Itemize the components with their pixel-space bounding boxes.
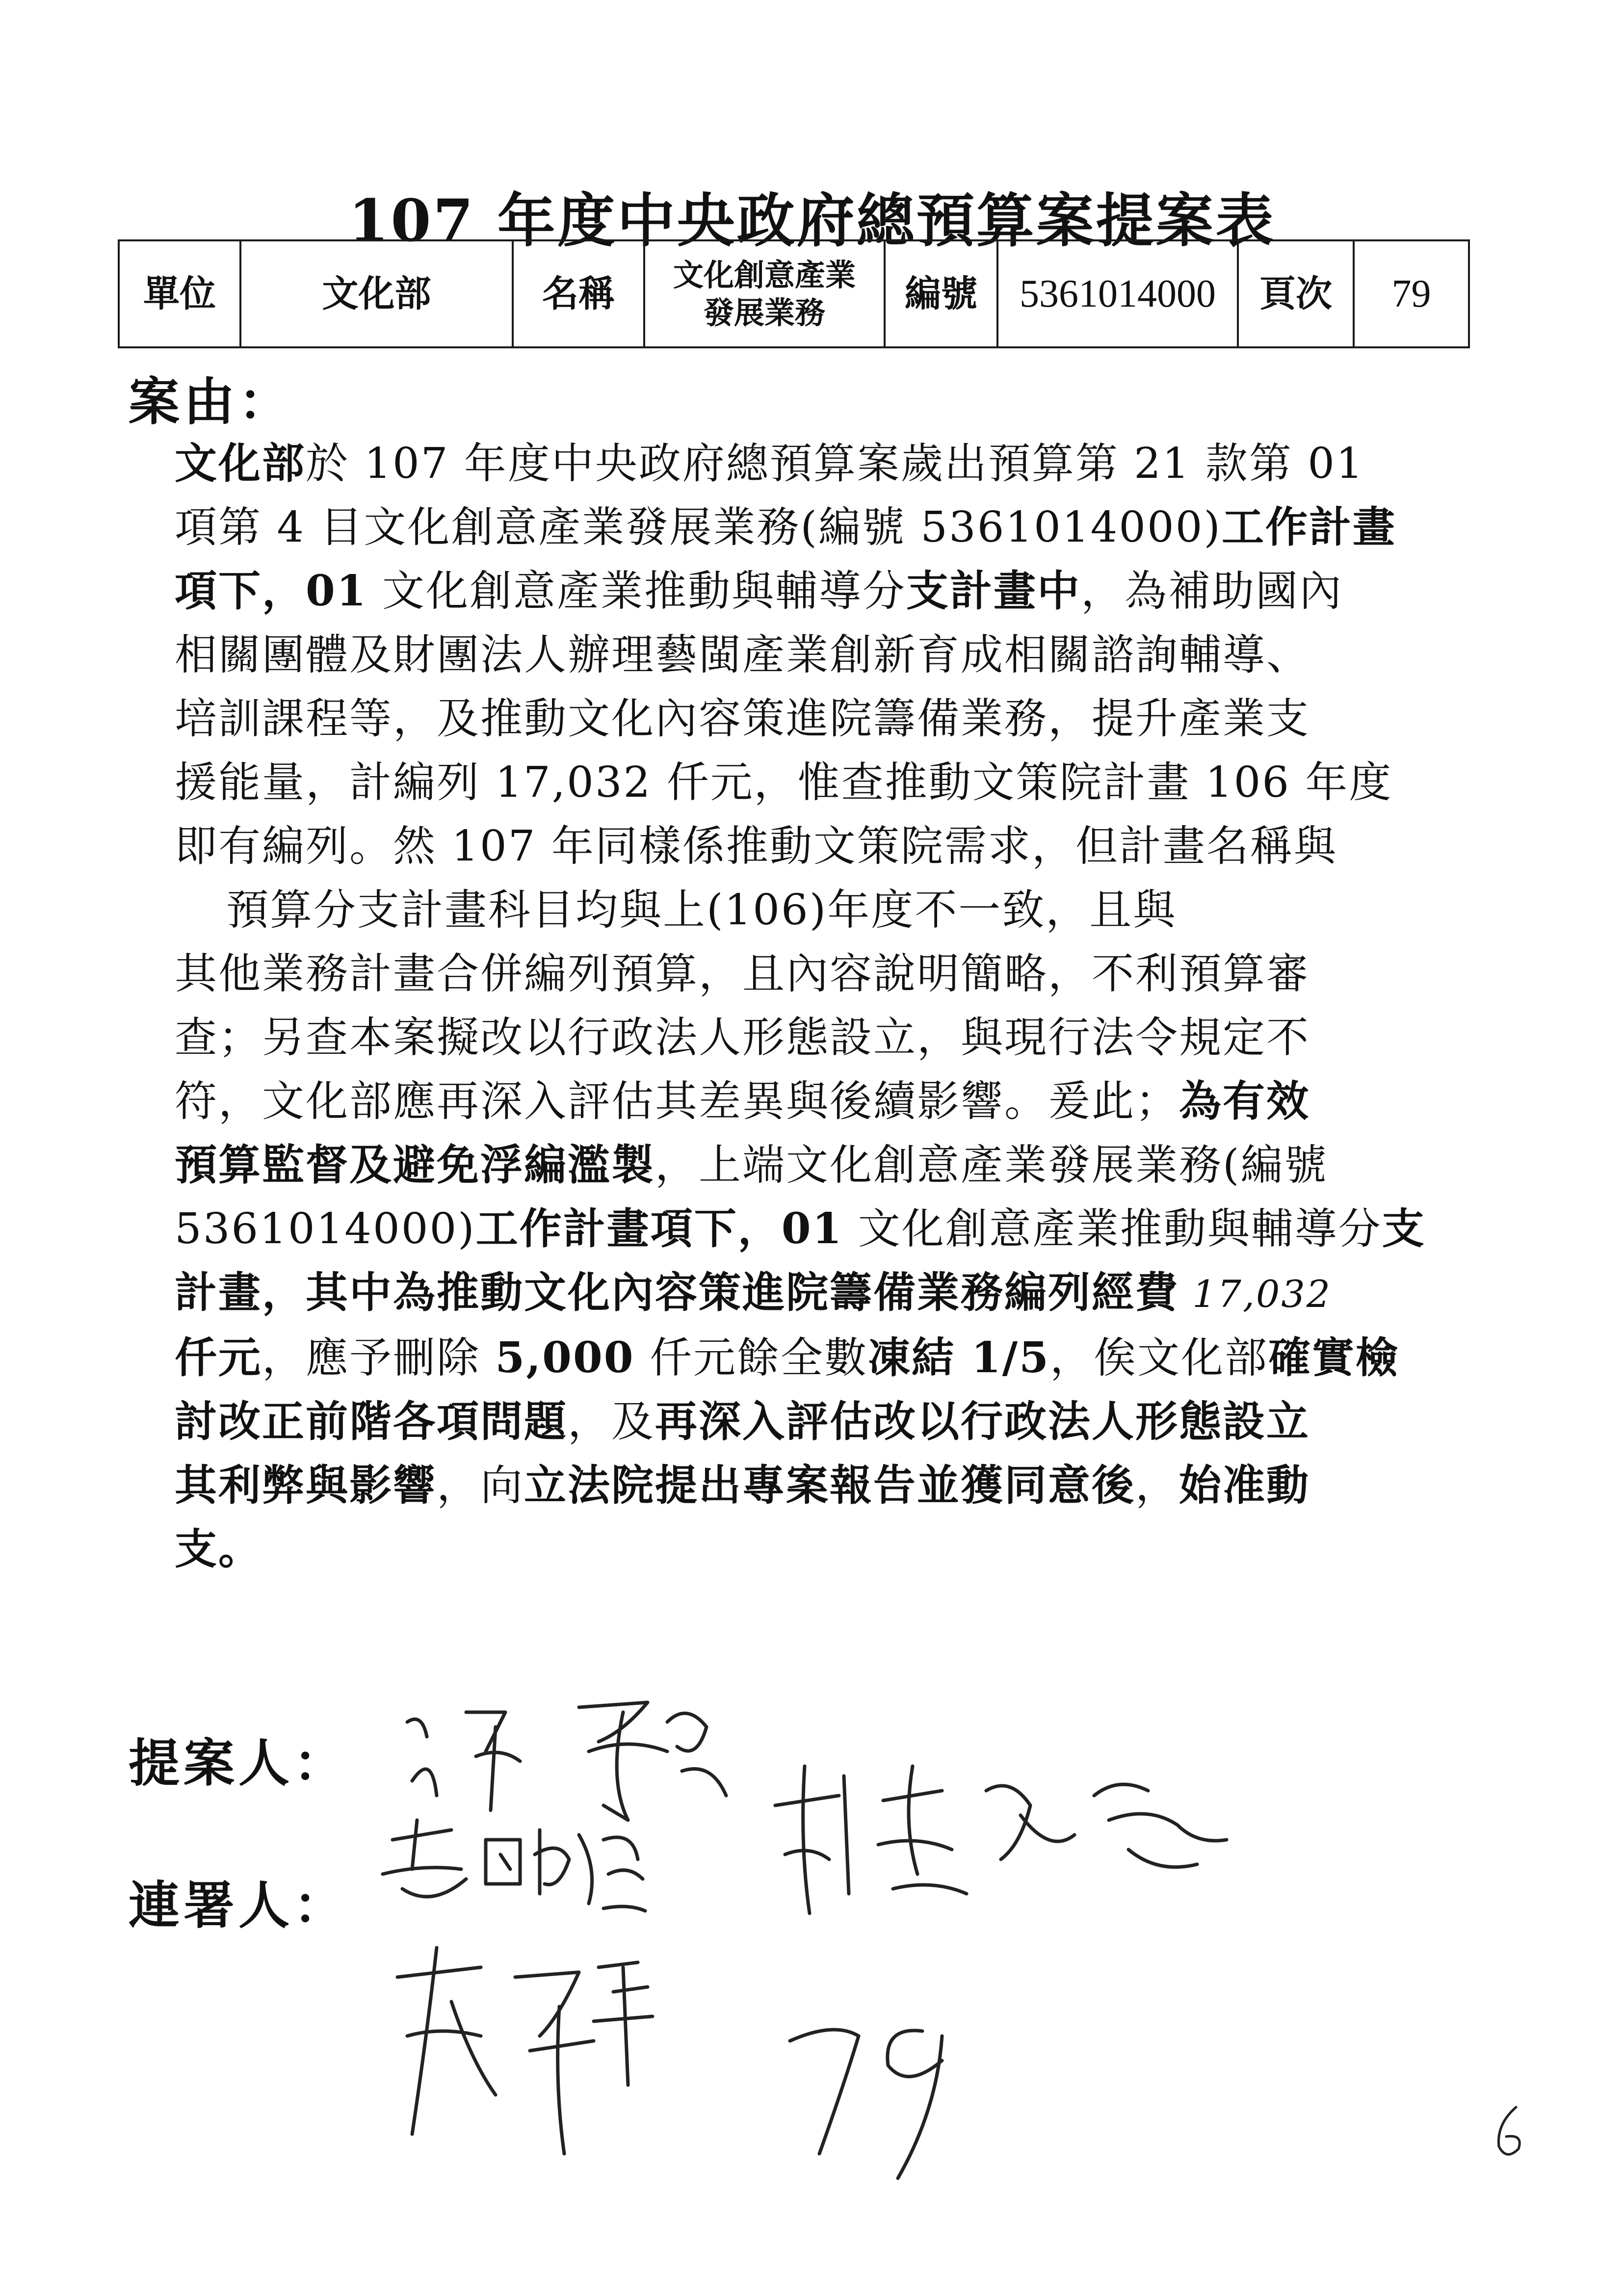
body-bold: 文化部 xyxy=(175,439,306,488)
body-text-run: 符，文化部應再深入評估其差異與後續影響。爰此； xyxy=(175,1077,1179,1126)
body-bold: 討改正前階各項問題 xyxy=(175,1397,568,1446)
body-text-run: ， xyxy=(1135,1461,1179,1510)
body-text-run: 5361014000) xyxy=(175,1204,476,1253)
handwritten-page-number xyxy=(775,1987,981,2193)
body-line: 預算分支計畫科目均與上(106)年度不一致，且與 xyxy=(226,886,1177,935)
body-text-run: 於 107 年度中央政府總預算案歲出預算第 21 款第 01 xyxy=(306,439,1364,488)
body-line: 其他業務計畫合併編列預算，且內容說明簡略，不利預算審 xyxy=(175,949,1310,998)
body-text-run: ，及 xyxy=(568,1397,655,1446)
body-line xyxy=(175,432,1470,496)
name-value-line-1: 文化創意產業 xyxy=(673,257,856,293)
unit-label: 單位 xyxy=(119,240,240,347)
body-line xyxy=(175,1133,1470,1197)
body-line: 培訓課程等，及推動文化內容策進院籌備業務，提升產業支 xyxy=(175,694,1310,743)
body-bold: 支計畫中 xyxy=(906,566,1081,616)
body-bold: 再深入評估改以行政法人形態設立 xyxy=(655,1397,1310,1446)
body-bold: 工作計畫 xyxy=(1222,502,1396,552)
cosigner-signature-1 xyxy=(373,1810,648,1923)
body-text-run: ，俟文化部 xyxy=(1050,1333,1269,1383)
body-line xyxy=(175,1197,1470,1261)
body-line xyxy=(175,1326,1470,1390)
body-bold: 仟元 xyxy=(175,1333,262,1383)
body-bold: 其利弊與影響 xyxy=(175,1461,437,1510)
handwritten-corner-number xyxy=(1487,2100,1531,2164)
name-value-line-2: 發展業務 xyxy=(703,295,825,331)
body-bold: 計畫，其中為推動文化內容策進院籌備業務編列經費 xyxy=(175,1268,1179,1317)
proposal-header-table xyxy=(118,239,1470,348)
body-bold: 項下，01 xyxy=(175,566,367,616)
body-bold: 為有效 xyxy=(1179,1076,1310,1126)
handwritten-amount: 17,032 xyxy=(1179,1272,1332,1316)
body-text-run: ，向 xyxy=(437,1461,524,1510)
body-line: 即有編列。然 107 年同樣係推動文策院需求，但計畫名稱與 xyxy=(175,822,1337,871)
body-text-run: ，上端文化創意產業發展業務(編號 xyxy=(655,1141,1328,1190)
body-line xyxy=(175,559,1470,623)
body-text-run: ，應予刪除 xyxy=(262,1333,496,1383)
body-bold: 確實檢 xyxy=(1268,1333,1400,1383)
body-line xyxy=(175,1454,1470,1517)
body-text-run: ，為補助國內 xyxy=(1081,567,1343,616)
body-line: 相關團體及財團法人辦理藝閩產業創新育成相關諮詢輔導、 xyxy=(175,630,1310,679)
body-bold: ，01 xyxy=(737,1204,843,1253)
body-text-run: 項第 4 目文化創意產業發展業務(編號 5361014000) xyxy=(175,503,1222,552)
body-bold: 5,000 xyxy=(495,1333,635,1383)
name-label: 名稱 xyxy=(513,240,644,347)
body-line: 查；另查本案擬改以行政法人形態設立，與現行法令規定不 xyxy=(175,1013,1310,1062)
body-bold: 凍結 1/5 xyxy=(867,1333,1050,1383)
body-bold: 預算監督及避免浮編濫製 xyxy=(175,1140,655,1190)
body-text-run: 文化創意產業推動與輔導分 xyxy=(367,567,907,616)
code-label: 編號 xyxy=(885,240,997,347)
name-value xyxy=(644,240,885,347)
cosigner-label: 連署人： xyxy=(129,1875,349,1935)
body-text-run: 仟元餘全數 xyxy=(634,1333,868,1383)
reason-label: 案由： xyxy=(129,371,294,432)
body-line: 援能量，計編列 17,032 仟元，惟查推動文策院計畫 106 年度 xyxy=(175,758,1393,807)
reason-body xyxy=(175,432,1470,1581)
body-line xyxy=(175,1517,1470,1581)
body-bold: 支 xyxy=(1382,1204,1426,1253)
cosigner-signature-2 xyxy=(756,1747,1236,1933)
code-value: 5361014000 xyxy=(997,240,1238,347)
cosigner-signature-3 xyxy=(383,1938,657,2164)
body-text-run: 文化創意產業推動與輔導分 xyxy=(843,1204,1382,1253)
unit-value: 文化部 xyxy=(240,240,513,347)
document-title: 107 年度中央政府總預算案提案表 xyxy=(348,186,1276,255)
body-line xyxy=(175,496,1470,559)
page-value: 79 xyxy=(1354,240,1469,347)
page-label: 頁次 xyxy=(1238,240,1354,347)
body-bold: 工作計畫項下 xyxy=(475,1204,738,1253)
body-bold: 支。 xyxy=(175,1524,262,1574)
body-bold: 立法院提出專案報告並獲同意後 xyxy=(524,1461,1135,1510)
body-line xyxy=(175,1070,1470,1133)
body-line xyxy=(175,1390,1470,1454)
body-bold: 始准動 xyxy=(1179,1461,1310,1510)
proposer-label: 提案人： xyxy=(129,1733,349,1793)
proposer-signature xyxy=(393,1683,736,1830)
body-line xyxy=(175,1261,1470,1326)
